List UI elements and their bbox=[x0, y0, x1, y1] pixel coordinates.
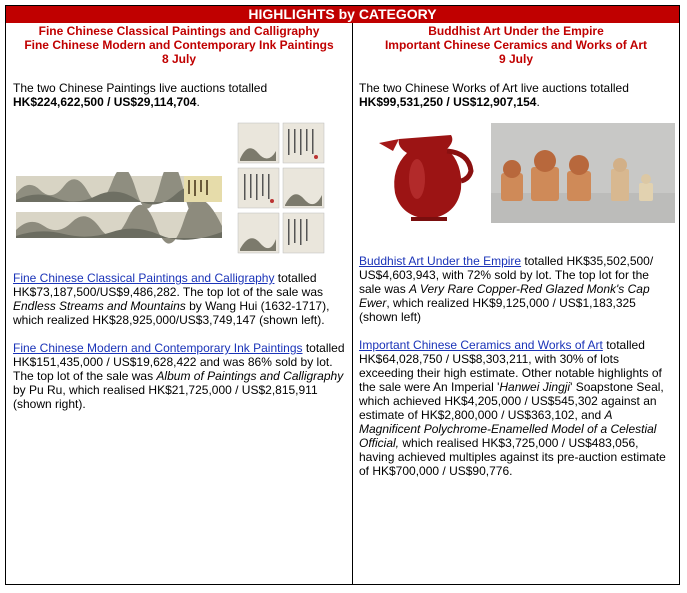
highlights-panel bbox=[5, 5, 680, 585]
right-summary-total: HK$99,531,250 / US$12,907,154 bbox=[359, 95, 537, 109]
classical-paintings-link[interactable]: Fine Chinese Classical Paintings and Calligraphy bbox=[13, 271, 275, 285]
soapstone-seal-image bbox=[491, 123, 675, 223]
modern-ink-paintings-link[interactable]: Fine Chinese Modern and Contemporary Ink Paintings bbox=[13, 341, 303, 355]
right-column bbox=[353, 23, 679, 584]
left-heading bbox=[6, 24, 352, 66]
right-summary: The two Chinese Works of Art live auctions totalled HK$99,531,250 / US$12,907,154. bbox=[359, 81, 629, 109]
left-column bbox=[6, 23, 353, 584]
left-heading-line-1: Fine Chinese Classical Paintings and Calligraphy bbox=[38, 24, 320, 38]
right-heading-line-2: Important Chinese Ceramics and Works of Art bbox=[384, 38, 648, 52]
right-item-2: Important Chinese Ceramics and Works of Art totalled HK$64,028,750 / US$8,303,211, with 30% of lots exceeding their high estimate. Other notable highlights of the sale were An Imperial 'Hanwei Jingji' Soapstone Seal, which achieved HK$4,205,000 / US$545,302 against an estimate of HK$2,800,000 / US$363,102, and A Magnificent Polychrome-Enamelled Model of a Celestial Official, which realised HK$3,725,000 / US$483,056, having achieved multiples against its pre-auction estimate of HK$700,000 / US$90,776. bbox=[359, 338, 666, 478]
right-heading bbox=[353, 24, 679, 66]
right-heading-line-1: Buddhist Art Under the Empire bbox=[428, 24, 604, 38]
right-heading-date: 9 July bbox=[498, 52, 534, 66]
copper-red-ewer-image bbox=[377, 123, 477, 225]
left-item-1: Fine Chinese Classical Paintings and Calligraphy totalled HK$73,187,500/US$9,486,282. The top lot of the sale was Endless Streams and Mountains by Wang Hui (1632-1717), which realized HK$28,925,000/US$3,749,147 (shown left). bbox=[13, 271, 330, 327]
left-summary-total: HK$224,622,500 / US$29,114,704 bbox=[13, 95, 197, 109]
left-heading-date: 8 July bbox=[161, 52, 197, 66]
right-item-1: Buddhist Art Under the Empire totalled HK$35,502,500/ US$4,603,943, with 72% sold by lot. The top lot for the sale was A Very Rare Copper-Red Glazed Monk's Cap Ewer, which realized HK$9,125,000 / US$1,183,325 (shown left) bbox=[359, 254, 654, 324]
left-heading-line-2: Fine Chinese Modern and Contemporary Ink Paintings bbox=[24, 38, 334, 52]
left-summary: The two Chinese Paintings live auctions totalled HK$224,622,500 / US$29,114,704. bbox=[13, 81, 268, 109]
buddhist-art-link[interactable]: Buddhist Art Under the Empire bbox=[359, 254, 522, 268]
ceramics-works-of-art-link[interactable]: Important Chinese Ceramics and Works of Art bbox=[359, 338, 603, 352]
banner-title: HIGHLIGHTS by CATEGORY bbox=[6, 6, 679, 23]
left-item-2: Fine Chinese Modern and Contemporary Ink Paintings totalled HK$151,435,000 / US$19,628,422 and was 86% sold by lot. The top lot of the sale was Album of Paintings and Calligraphy by Pu Ru, which realised HK$21,725,000 / US$2,815,911 (shown right). bbox=[13, 341, 345, 411]
handscroll-painting-image bbox=[16, 172, 222, 244]
album-painting-image bbox=[236, 121, 326, 255]
